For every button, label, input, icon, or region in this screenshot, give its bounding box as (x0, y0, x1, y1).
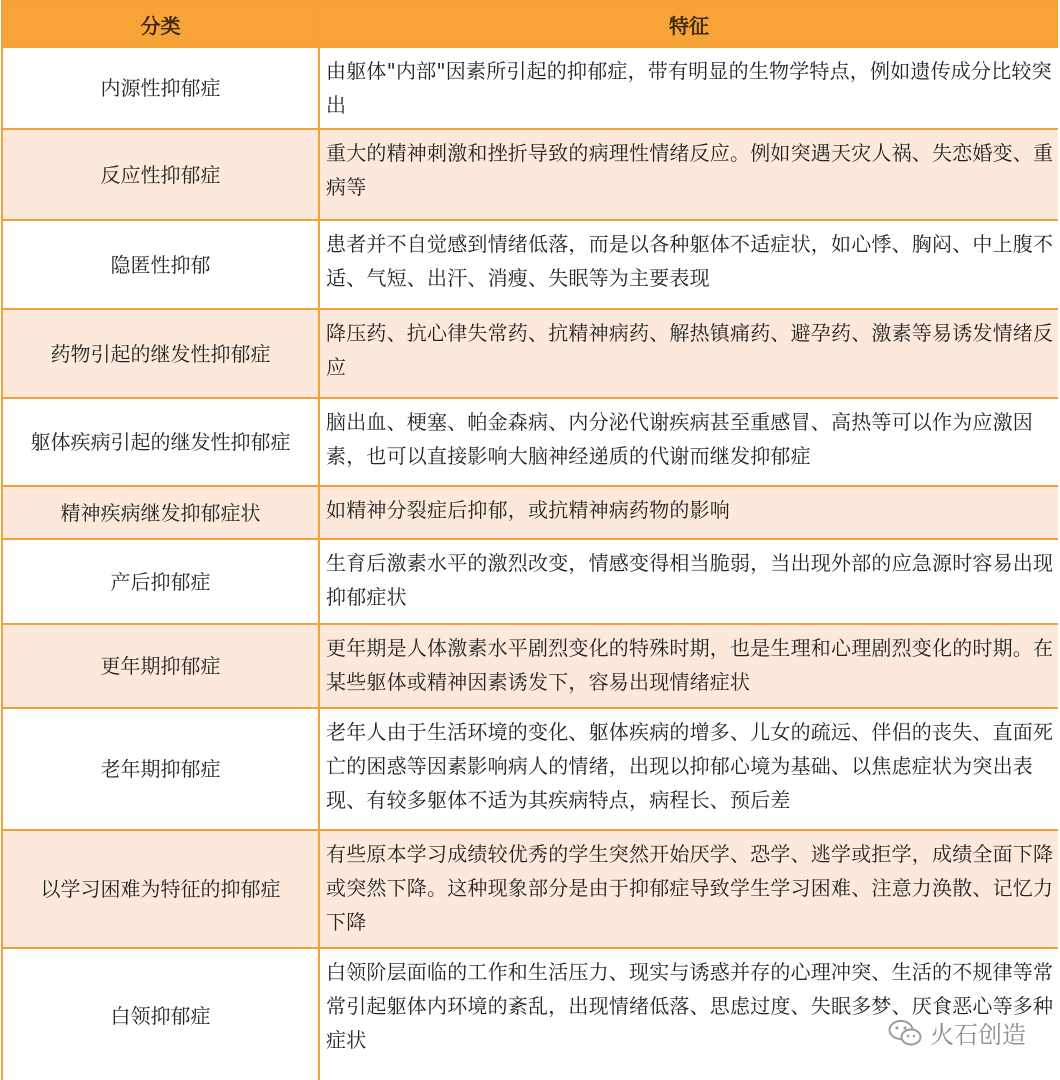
table-row (2, 220, 1058, 309)
table-row (2, 309, 1058, 398)
row-feature: 患者并不自觉感到情绪低落，而是以各种躯体不适症状，如心悸、胸闷、中上腹不适、气短、出汗、消瘦、失眠等为主要表现 (319, 220, 1058, 309)
table-container (1, 0, 1058, 1080)
row-feature: 由躯体"内部"因素所引起的抑郁症，带有明显的生物学特点，例如遗传成分比较突出 (319, 47, 1058, 129)
row-feature: 如精神分裂症后抑郁，或抗精神病药物的影响 (319, 486, 1058, 539)
row-category: 以学习困难为特征的抑郁症 (2, 830, 319, 948)
table-row (2, 47, 1058, 129)
table-row (2, 830, 1058, 948)
row-category: 内源性抑郁症 (2, 47, 319, 129)
row-feature: 白领阶层面临的工作和生活压力、现实与诱惑并存的心理冲突、生活的不规律等常常引起躯体内环境的紊乱，出现情绪低落、思虑过度、失眠多梦、厌食恶心等多种症状 (319, 948, 1058, 1080)
table-row (2, 624, 1058, 708)
row-feature: 降压药、抗心律失常药、抗精神病药、解热镇痛药、避孕药、激素等易诱发情绪反应 (319, 309, 1058, 398)
row-feature: 脑出血、梗塞、帕金森病、内分泌代谢疾病甚至重感冒、高热等可以作为应激因素，也可以直接影响大脑神经递质的代谢而继发抑郁症 (319, 398, 1058, 486)
row-category: 白领抑郁症 (2, 948, 319, 1080)
row-feature: 生育后激素水平的激烈改变，情感变得相当脆弱，当出现外部的应急源时容易出现抑郁症状 (319, 539, 1058, 624)
row-category: 老年期抑郁症 (2, 708, 319, 830)
row-feature: 重大的精神刺激和挫折导致的病理性情绪反应。例如突遇天灾人祸、失恋婚变、重病等 (319, 129, 1058, 220)
row-feature: 更年期是人体激素水平剧烈变化的特殊时期，也是生理和心理剧烈变化的时期。在某些躯体或精神因素诱发下，容易出现情绪症状 (319, 624, 1058, 708)
row-feature: 老年人由于生活环境的变化、躯体疾病的增多、儿女的疏远、伴侣的丧失、直面死亡的困惑等因素影响病人的情绪，出现以抑郁心境为基础、以焦虑症状为突出表现、有较多躯体不适为其疾病特点，病程长、预后差 (319, 708, 1058, 830)
table-row (2, 539, 1058, 624)
row-category: 产后抑郁症 (2, 539, 319, 624)
row-category: 药物引起的继发性抑郁症 (2, 309, 319, 398)
header-row (2, 1, 1058, 47)
table-row (2, 486, 1058, 539)
table-row (2, 398, 1058, 486)
header-feature: 特征 (319, 1, 1058, 47)
table-row (2, 948, 1058, 1080)
header-category: 分类 (2, 1, 319, 47)
row-category: 隐匿性抑郁 (2, 220, 319, 309)
row-category: 反应性抑郁症 (2, 129, 319, 220)
table-row (2, 708, 1058, 830)
wechat-icon (888, 1019, 922, 1047)
row-category: 躯体疾病引起的继发性抑郁症 (2, 398, 319, 486)
depression-classification-table (1, 0, 1058, 1080)
watermark-text: 火石创造 (930, 1021, 1026, 1049)
row-feature: 有些原本学习成绩较优秀的学生突然开始厌学、恐学、逃学或拒学，成绩全面下降或突然下降。这种现象部分是由于抑郁症导致学生学习困难、注意力涣散、记忆力下降 (319, 830, 1058, 948)
table-row (2, 129, 1058, 220)
row-category: 更年期抑郁症 (2, 624, 319, 708)
watermark (888, 1015, 1026, 1050)
row-category: 精神疾病继发抑郁症状 (2, 486, 319, 539)
